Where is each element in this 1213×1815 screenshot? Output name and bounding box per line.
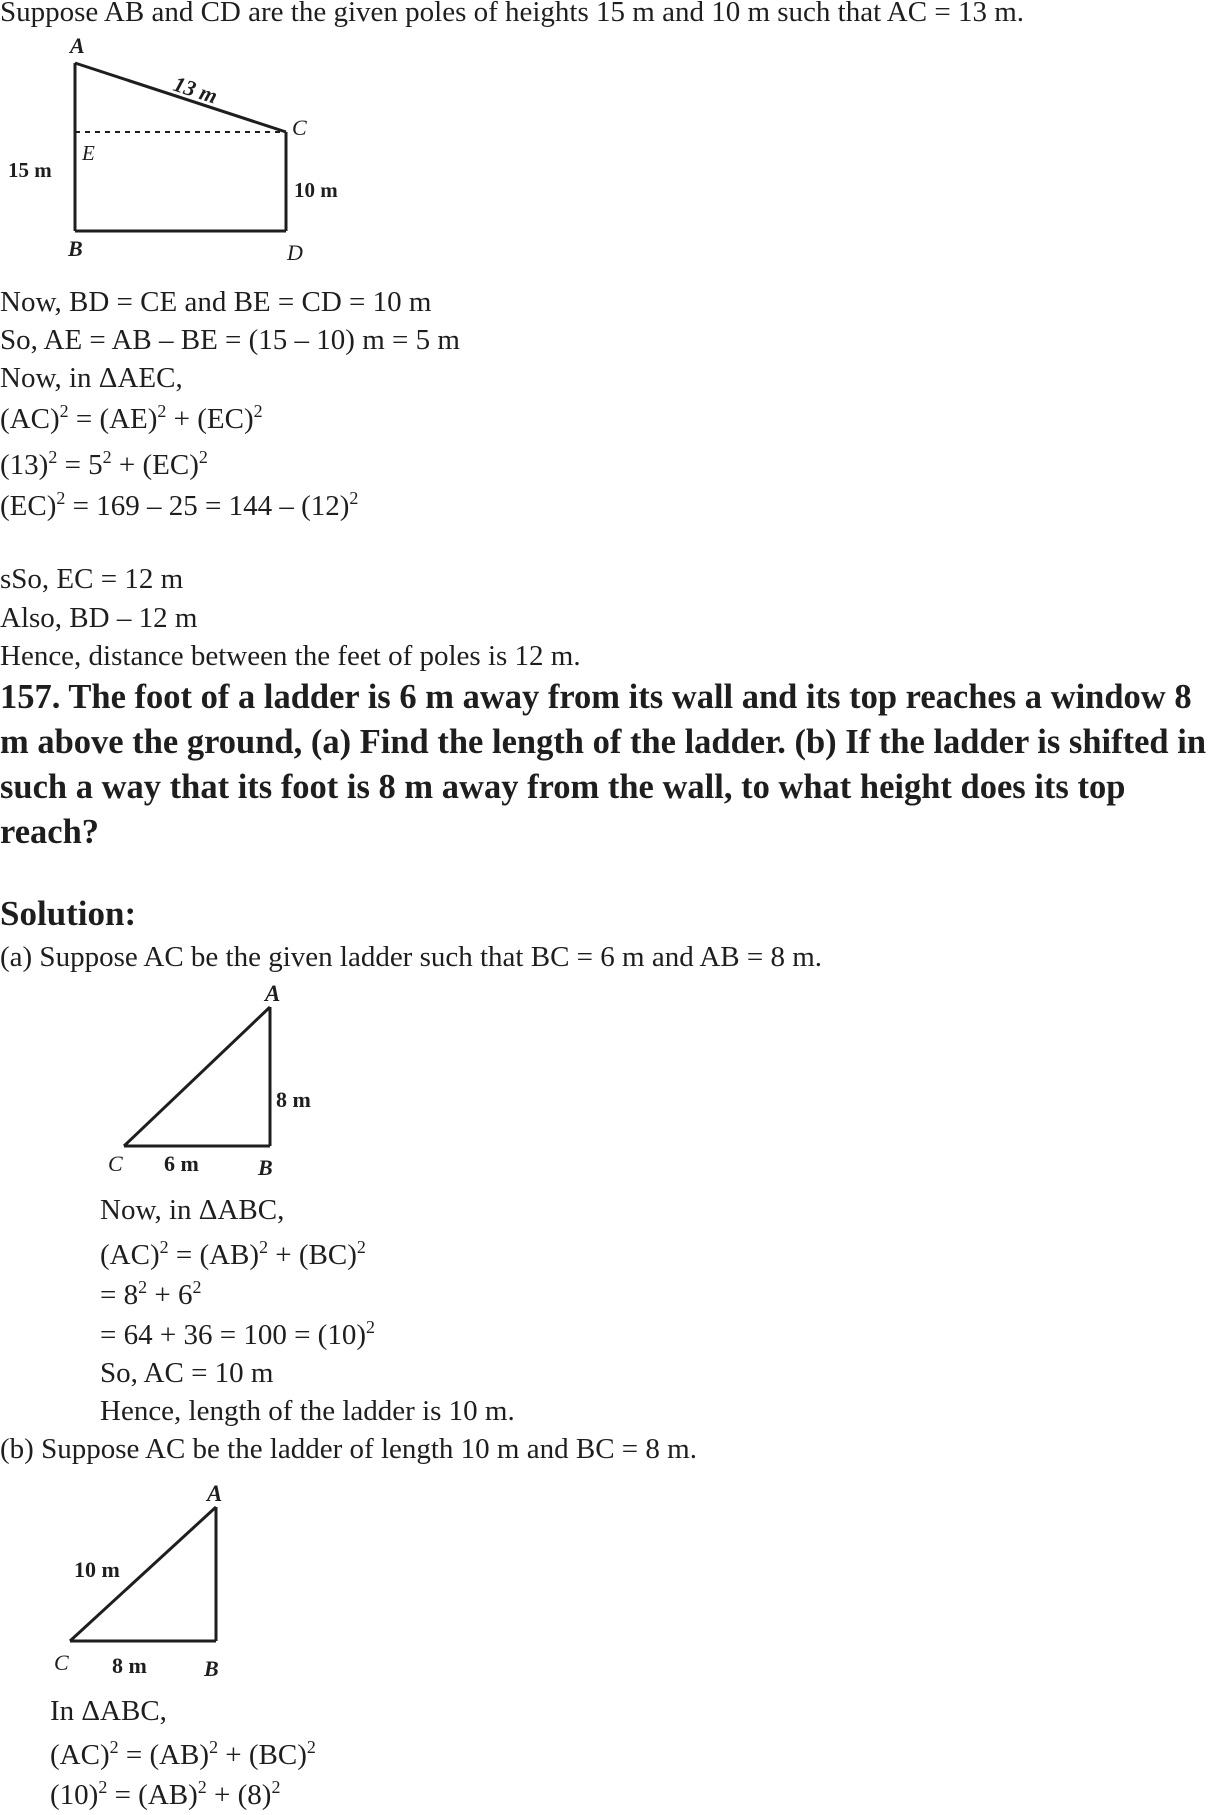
- label-c: C: [108, 1151, 123, 1176]
- side-ac: [124, 1007, 270, 1146]
- label-a: A: [265, 981, 281, 1006]
- label-b: B: [204, 1656, 219, 1680]
- p156-line-1: Now, BD = CE and BE = CD = 10 m: [0, 286, 432, 318]
- p156-line-6: $(EC)^2 = 169 - 25 = 144 - (12)^2$: [0, 487, 359, 522]
- label-bc: 8 m: [112, 1653, 147, 1678]
- part-b-line-2: (AC)$^2$ = (AB)$^2$ + (BC)$^2$: [50, 1736, 316, 1771]
- label-a: A: [207, 1481, 223, 1506]
- part-a-intro: (a) Suppose AC be the given ladder such that BC = 6 m and AB = 8 m.: [0, 941, 823, 973]
- part-b-intro: (b) Suppose AC be the ladder of length 10 m and BC = 8 m.: [0, 1433, 697, 1465]
- part-a-line-1: Now, in ΔABC,: [100, 1194, 285, 1226]
- label-bc: 6 m: [164, 1151, 199, 1176]
- label-ab: 15 m: [8, 158, 52, 182]
- p156-line-5: $(13)^2 = 5^2 + (EC)^2$: [0, 446, 208, 481]
- ladder-figure-b: [40, 1470, 260, 1680]
- label-b: B: [258, 1155, 273, 1180]
- solution-heading: Solution:: [0, 894, 137, 933]
- part-a-line-4: = $64 + 36 = 100 = (10)^2$: [100, 1316, 375, 1351]
- ladder-figure-a: [100, 972, 360, 1182]
- p156-line-8: Also, BD – 12 m: [0, 602, 198, 634]
- label-a: A: [70, 33, 85, 58]
- part-a-line-6: Hence, length of the ladder is 10 m.: [100, 1395, 515, 1427]
- label-d: D: [287, 240, 303, 265]
- part-b-line-3: $(10)^2 = (AB)^2 + (8)^2$: [50, 1776, 281, 1811]
- label-c: C: [54, 1650, 69, 1675]
- label-ac: 10 m: [74, 1557, 120, 1582]
- p156-line-7: sSo, EC = 12 m: [0, 563, 184, 595]
- p156-line-9: Hence, distance between the feet of poles is 12 m.: [0, 640, 581, 672]
- part-a-line-2: (AC)$^2$ = (AB)$^2$ + (BC)$^2$: [100, 1236, 366, 1271]
- part-a-line-3: = $8^2 + 6^2$: [100, 1276, 202, 1311]
- intro-text: Suppose AB and CD are the given poles of heights 15 m and 10 m such that AC = 13 m.: [0, 0, 1025, 28]
- label-e: E: [82, 141, 95, 165]
- question-157: 157. The foot of a ladder is 6 m away from its wall and its top reaches a window 8 m above the ground, (a) Find the length of the ladder. (b) If the ladder is shifted in such a way that its foot is 8 m away from the wall, to what height does its top reach?: [0, 678, 1207, 851]
- p156-line-2: So, AE = AB – BE = (15 – 10) m = 5 m: [0, 324, 460, 356]
- p156-line-4: (AC)$^2$ = (AE)$^2$ + (EC)$^2$: [0, 400, 263, 435]
- label-b: B: [68, 236, 83, 261]
- part-a-line-5: So, AC = 10 m: [100, 1357, 274, 1389]
- label-ac: 13 m: [170, 70, 221, 109]
- part-b-line-1: In ΔABC,: [50, 1695, 167, 1727]
- label-ab: 8 m: [276, 1087, 311, 1112]
- poles-figure: [0, 30, 380, 270]
- label-c: C: [292, 115, 307, 140]
- label-cd: 10 m: [294, 178, 338, 202]
- p156-line-3: Now, in ΔAEC,: [0, 362, 183, 394]
